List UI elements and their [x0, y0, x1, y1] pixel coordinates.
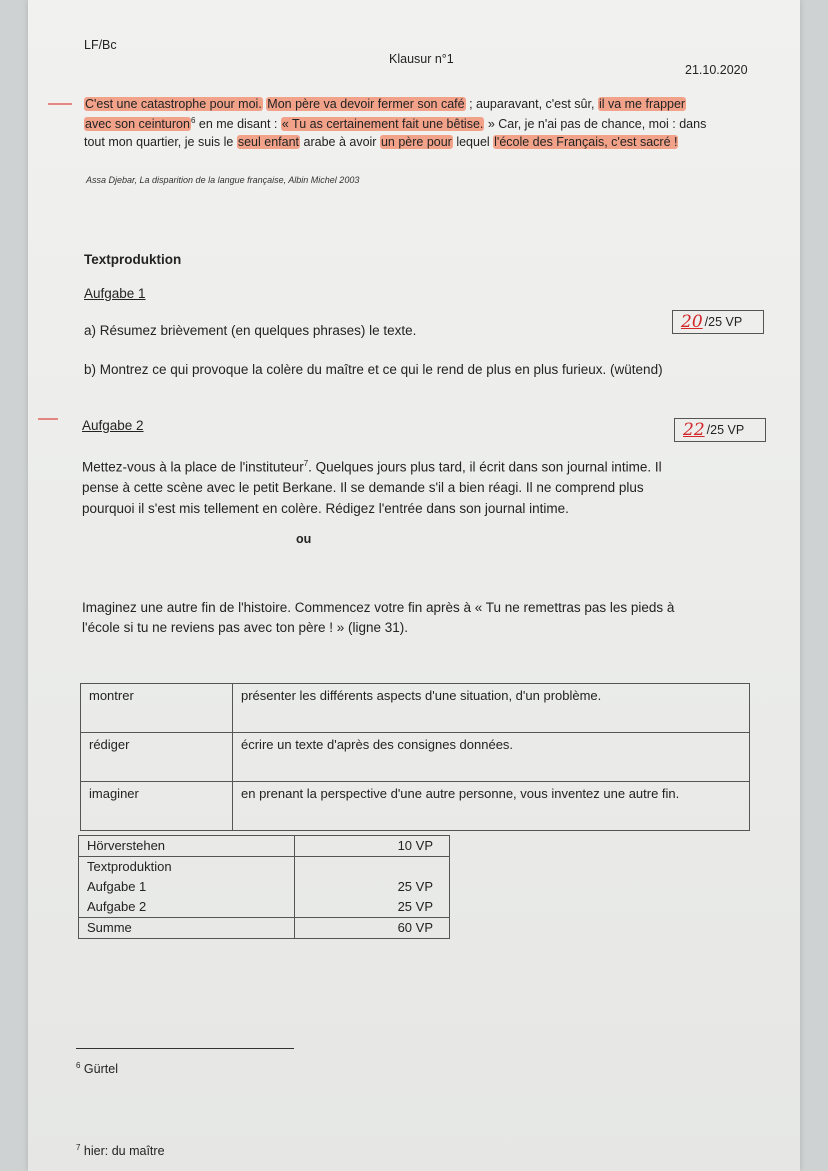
excerpt-highlight: un père pour [380, 135, 452, 149]
exam-date: 21.10.2020 [685, 63, 748, 77]
table-row [81, 733, 750, 782]
task2-score-box [674, 418, 766, 442]
points-label: Hörverstehen [79, 836, 295, 857]
excerpt-text: » Car, je n'ai pas de chance, moi : dans [484, 117, 707, 132]
excerpt-text: tout mon quartier, je suis le [84, 135, 237, 149]
excerpt-text: arabe à avoir [300, 135, 380, 149]
task1-score: 20 [681, 312, 703, 332]
excerpt-highlight: seul enfant [237, 135, 300, 149]
task1-title: Aufgabe 1 [84, 286, 146, 301]
points-table [78, 835, 450, 939]
footnote-text: Gürtel [80, 1062, 118, 1077]
exam-sheet [28, 0, 800, 1171]
table-row [79, 918, 450, 939]
excerpt-text: en me disant : [195, 117, 281, 132]
excerpt-text: ; auparavant, c'est sûr, [465, 97, 598, 111]
margin-mark [48, 103, 72, 105]
task2-p1-line-1 [82, 459, 662, 475]
definition-text: présenter les différents aspects d'une situation, d'un problème. [233, 684, 750, 733]
points-value: 10 VP [295, 836, 450, 857]
excerpt-source: Assa Djebar, La disparition de la langue française, Albin Michel 2003 [86, 175, 360, 185]
or-separator: ou [296, 532, 312, 546]
task2-p1-line-3: pourquoi il s'est mis tellement en colère. Rédigez l'entrée dans son journal intime. [82, 501, 569, 516]
points-value: 60 VP [295, 918, 450, 939]
footnote-6 [76, 1061, 118, 1076]
points-label: Summe [79, 918, 295, 939]
table-row [81, 782, 750, 831]
footnote-text: hier: du maître [80, 1144, 165, 1159]
points-label: Aufgabe 2 [87, 899, 147, 914]
table-row [79, 836, 450, 857]
footnote-ref-7: 7 [303, 459, 309, 468]
task1-b: b) Montrez ce qui provoque la colère du maître et ce qui le rend de plus en plus furieux. (wütend) [84, 362, 663, 377]
excerpt-highlight: l'école des Français, c'est sacré ! [494, 135, 678, 149]
footnote-number: 6 [76, 1061, 81, 1070]
excerpt-highlight: C'est une catastrophe pour moi. [85, 97, 262, 111]
task2-text: . Quelques jours plus tard, il écrit dans son journal intime. Il [308, 459, 662, 475]
footnote-7 [76, 1143, 165, 1158]
excerpt-highlight: Mon père va devoir fermer son café [267, 97, 465, 111]
excerpt-text: lequel [452, 135, 494, 149]
task1-a: a) Résumez brièvement (en quelques phrases) le texte. [84, 323, 417, 338]
task2-score: 22 [683, 420, 705, 440]
task1-score-box [672, 310, 764, 334]
task2-p2-line-2: l'école si tu ne reviens pas avec ton père ! » (ligne 31). [82, 620, 409, 635]
excerpt-highlight: avec son ceinturon [85, 117, 190, 132]
definition-text: en prenant la perspective d'une autre personne, vous inventez une autre fin. [233, 782, 750, 831]
table-row [81, 684, 750, 733]
margin-mark [38, 418, 58, 420]
excerpt-line-1 [84, 97, 686, 111]
points-label: Aufgabe 1 [87, 879, 147, 894]
task2-p2-line-1: Imaginez une autre fin de l'histoire. Commencez votre fin après à « Tu ne remettras pas les pieds à [82, 600, 675, 615]
task2-title: Aufgabe 2 [82, 418, 144, 433]
task2-max: /25 VP [706, 423, 745, 437]
definition-term: imaginer [81, 782, 233, 831]
task2-text: Mettez-vous à la place de l'instituteur [82, 459, 304, 475]
excerpt-highlight: il va me frapper [598, 97, 686, 111]
footnote-divider [76, 1048, 294, 1049]
points-label-group [79, 857, 295, 918]
table-row [79, 857, 450, 918]
operator-definitions-table [80, 683, 750, 831]
points-value: 25 VP [397, 879, 433, 894]
teacher-code: LF/Bc [84, 38, 117, 52]
excerpt-line-3 [84, 135, 678, 149]
section-heading: Textproduktion [84, 252, 182, 267]
task1-max: /25 VP [704, 315, 743, 329]
definition-text: écrire un texte d'après des consignes données. [233, 733, 750, 782]
excerpt-line-2 [84, 116, 706, 131]
footnote-number: 7 [76, 1143, 81, 1152]
footnote-ref-6: 6 [190, 116, 196, 125]
points-value: 25 VP [397, 899, 433, 914]
definition-term: montrer [81, 684, 233, 733]
points-label: Textproduktion [87, 859, 172, 874]
exam-title: Klausur n°1 [389, 52, 454, 66]
task2-p1-line-2: pense à cette scène avec le petit Berkane. Il se demande s'il a bien réagi. Il ne comprend plus [82, 480, 644, 495]
definition-term: rédiger [81, 733, 233, 782]
excerpt-highlight: « Tu as certainement fait une bêtise. [281, 117, 484, 132]
points-value-group [295, 857, 450, 918]
points-value [303, 857, 433, 877]
